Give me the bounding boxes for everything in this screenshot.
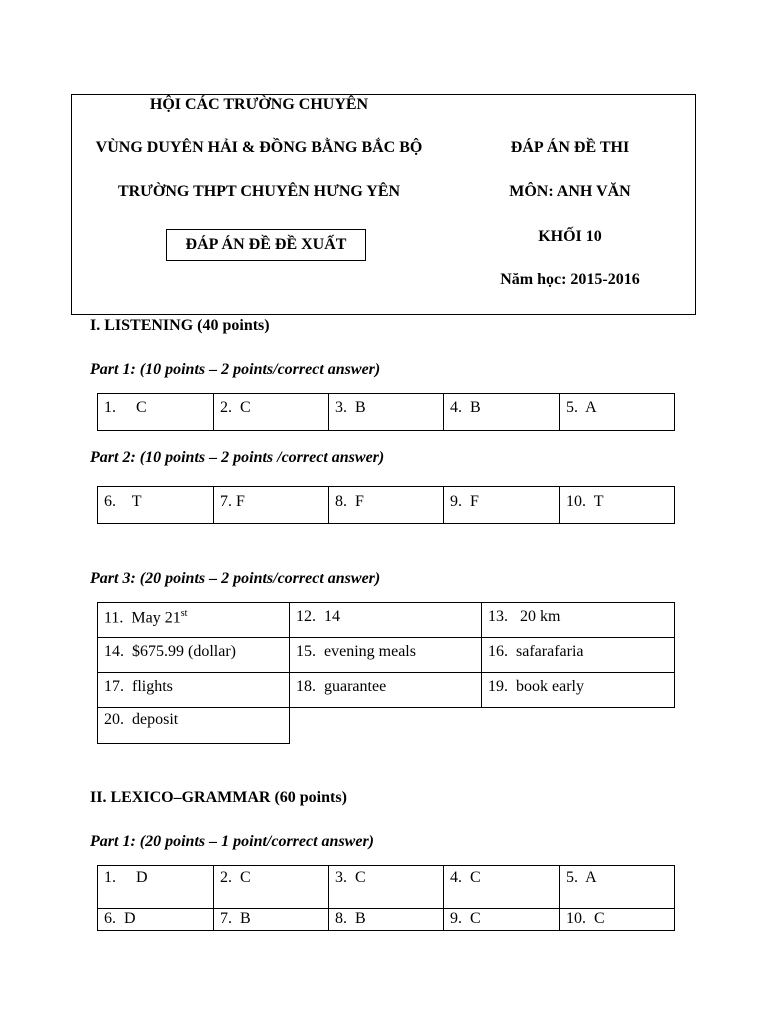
answer-cell: 7. B xyxy=(214,909,329,931)
answer-cell: 3. C xyxy=(329,866,444,909)
answer-cell: 19. book early xyxy=(482,673,675,708)
answer-cell: 5. A xyxy=(560,394,675,431)
answer-cell: 16. safarafaria xyxy=(482,638,675,673)
header-grade: KHỐI 10 xyxy=(538,228,602,245)
lexico-part1-title: Part 1: (20 points – 1 point/correct answer) xyxy=(90,833,375,850)
lexico-heading: II. LEXICO–GRAMMAR (60 points) xyxy=(90,789,347,806)
header-year: Năm học: 2015-2016 xyxy=(500,271,640,288)
listening-part3-title: Part 3: (20 points – 2 points/correct answer) xyxy=(90,570,381,587)
answer-cell: 4. B xyxy=(444,394,560,431)
answer-cell: 17. flights xyxy=(98,673,290,708)
answer-cell: 10. C xyxy=(560,909,675,931)
listening-part1-title: Part 1: (10 points – 2 points/correct answer) xyxy=(90,361,381,378)
answer-11-text: 11. May 21 xyxy=(104,609,181,627)
answer-cell: 9. F xyxy=(444,487,560,524)
proposal-label: ĐÁP ÁN ĐỀ ĐỀ XUẤT xyxy=(185,236,347,253)
listening-part2-table xyxy=(97,486,675,524)
answer-11-suffix: st xyxy=(180,608,188,619)
header-region: VÙNG DUYÊN HẢI & ĐỒNG BẰNG BẮC BỘ xyxy=(95,139,423,156)
answer-cell: 5. A xyxy=(560,866,675,909)
answer-cell: 7. F xyxy=(214,487,329,524)
header-subject: MÔN: ANH VĂN xyxy=(509,183,631,200)
answer-cell: 15. evening meals xyxy=(290,638,482,673)
answer-cell: 8. F xyxy=(329,487,444,524)
empty-cell xyxy=(482,708,675,744)
answer-cell: 3. B xyxy=(329,394,444,431)
header-school: TRƯỜNG THPT CHUYÊN HƯNG YÊN xyxy=(117,183,401,200)
listening-heading: I. LISTENING (40 points) xyxy=(90,317,270,334)
answer-cell: 9. C xyxy=(444,909,560,931)
answer-cell: 2. C xyxy=(214,394,329,431)
answer-cell: 20. deposit xyxy=(98,708,290,744)
answer-cell: 13. 20 km xyxy=(482,603,675,638)
answer-cell: 6. D xyxy=(98,909,214,931)
listening-part3-table xyxy=(97,602,675,744)
answer-cell: 10. T xyxy=(560,487,675,524)
answer-cell: 4. C xyxy=(444,866,560,909)
proposal-box xyxy=(166,229,366,261)
answer-cell: 1. D xyxy=(98,866,214,909)
answer-cell: 18. guarantee xyxy=(290,673,482,708)
header-association: HỘI CÁC TRƯỜNG CHUYÊN xyxy=(149,96,369,113)
answer-cell: 14. $675.99 (dollar) xyxy=(98,638,290,673)
answer-cell-11 xyxy=(98,603,290,638)
answer-cell: 8. B xyxy=(329,909,444,931)
lexico-part1-table xyxy=(97,865,675,931)
answer-cell: 1. C xyxy=(98,394,214,431)
listening-part2-title: Part 2: (10 points – 2 points /correct answer) xyxy=(90,449,385,466)
listening-part1-table xyxy=(97,393,675,431)
header-title: ĐÁP ÁN ĐỀ THI xyxy=(510,139,630,156)
answer-cell: 6. T xyxy=(98,487,214,524)
empty-cell xyxy=(290,708,482,744)
answer-cell: 2. C xyxy=(214,866,329,909)
answer-cell: 12. 14 xyxy=(290,603,482,638)
